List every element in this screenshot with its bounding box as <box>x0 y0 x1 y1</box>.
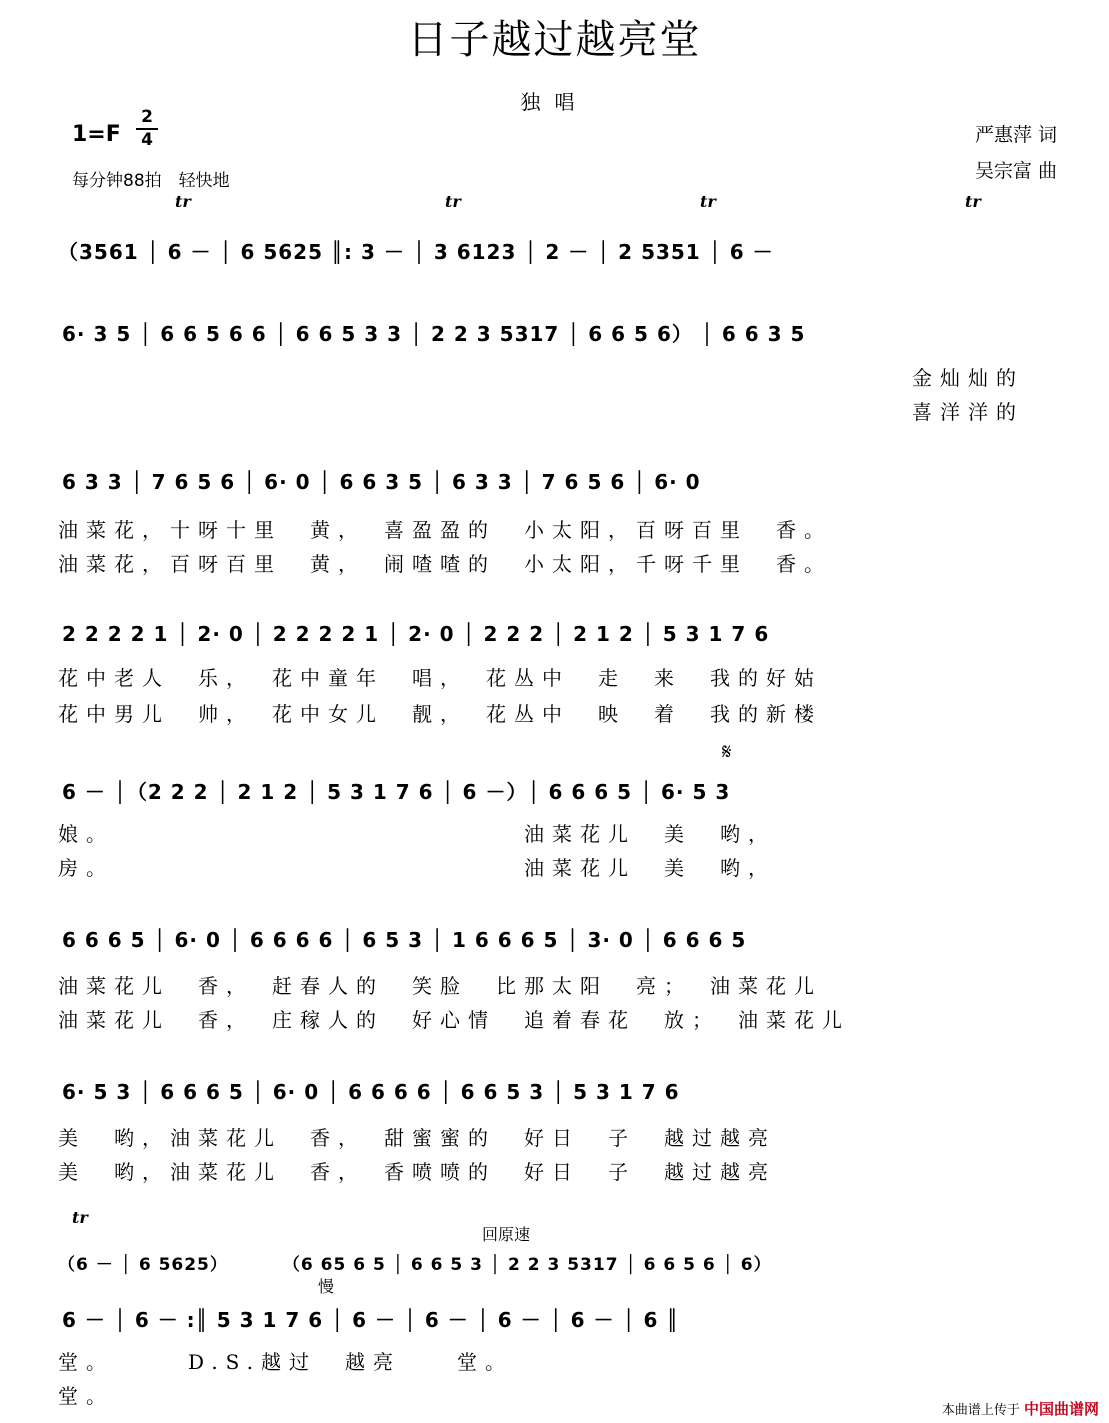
lyric-line-5-verse-1: 娘。 油菜花儿 美 哟， <box>58 822 776 846</box>
lyricist-credit: 严惠萍 词 <box>974 124 1057 146</box>
notation-line-5: 6 － │（2 2 2 │ 2 1 2 │ 5 3 1 7 6 │ 6 －）│ 6 6 6 5 │ 6· 5 3 <box>62 780 731 804</box>
notation-line-8: 6 － │ 6 － :║ 5 3 1 7 6 │ 6 － │ 6 － │ 6 － │ 6 － │ 6 ║ <box>62 1308 680 1332</box>
lyric-line-7-verse-1: 美 哟，油菜花儿 香， 甜蜜蜜的 好日 子 越过越亮 <box>58 1126 776 1150</box>
footer-brand[interactable]: 中国曲谱网 <box>1023 1400 1099 1418</box>
slow-marking: 慢 <box>318 1277 335 1296</box>
lyric-line-4-verse-1: 花中老人 乐， 花中童年 唱， 花丛中 走 来 我的好姑 <box>58 666 822 690</box>
lyric-line-3-verse-2: 油菜花，百呀百里 黄， 闹喳喳的 小太阳，千呀千里 香。 <box>58 552 832 576</box>
lyric-line-2-verse-2: 喜洋洋的 <box>912 400 1024 424</box>
trill-mark: tr <box>700 192 716 211</box>
lyric-line-5-verse-2: 房。 油菜花儿 美 哟， <box>58 856 776 880</box>
return-tempo-marking: 回原速 <box>482 1225 531 1244</box>
trill-mark: tr <box>445 192 461 211</box>
page-title: 日子越过越亮堂 <box>407 17 702 63</box>
lyric-line-7-verse-2: 美 哟，油菜花儿 香， 香喷喷的 好日 子 越过越亮 <box>58 1160 776 1184</box>
notation-line-2: 6· 3 5 │ 6 6 5 6 6 │ 6 6 5 3 3 │ 2 2 3 5317 │ 6 6 5 6） │ 6 6 3 5 <box>62 322 806 346</box>
notation-line-8-upper: （6 － │ 6 5625） （6 65 6 5 │ 6 6 5 3 │ 2 2 3 5317 │ 6 6 5 6 │ 6） <box>58 1255 772 1275</box>
notation-line-6: 6 6 6 5 │ 6· 0 │ 6 6 6 6 │ 6 5 3 │ 1 6 6 6 5 │ 3· 0 │ 6 6 6 5 <box>62 928 747 952</box>
lyric-line-8-verse-1: 堂。 D.S.越过 越亮 堂。 <box>58 1350 514 1374</box>
key-signature: 1=F <box>72 122 121 147</box>
trill-mark: tr <box>965 192 981 211</box>
trill-mark: tr <box>72 1208 88 1227</box>
time-sig-top: 2 <box>141 107 153 127</box>
lyric-line-2-verse-1: 金灿灿的 <box>912 366 1024 390</box>
trill-mark: tr <box>175 192 191 211</box>
lyric-line-6-verse-1: 油菜花儿 香， 赶春人的 笑脸 比那太阳 亮； 油菜花儿 <box>58 974 822 998</box>
composer-credit: 吴宗富 曲 <box>974 160 1057 182</box>
subtitle: 独唱 <box>520 90 589 114</box>
notation-line-7: 6· 5 3 │ 6 6 6 5 │ 6· 0 │ 6 6 6 6 │ 6 6 5 3 │ 5 3 1 7 6 <box>62 1080 680 1104</box>
time-signature <box>136 108 158 150</box>
footer-credit <box>942 1398 1099 1419</box>
footer-prefix: 本曲谱上传于 <box>941 1403 1020 1418</box>
notation-line-3: 6 3 3 │ 7 6 5 6 │ 6· 0 │ 6 6 3 5 │ 6 3 3 │ 7 6 5 6 │ 6· 0 <box>62 470 701 494</box>
tempo-marking: 每分钟88拍 轻快地 <box>72 171 230 191</box>
notation-line-1: （3561 │ 6 － │ 6 5625 ║: 3 － │ 3 6123 │ 2 － │ 2 5351 │ 6 － <box>58 240 774 264</box>
lyric-line-6-verse-2: 油菜花儿 香， 庄稼人的 好心情 追着春花 放； 油菜花儿 <box>58 1008 850 1032</box>
lyric-line-8-verse-2: 堂。 <box>58 1384 114 1408</box>
lyric-line-3-verse-1: 油菜花，十呀十里 黄， 喜盈盈的 小太阳，百呀百里 香。 <box>58 518 832 542</box>
segno-sign: 𝄋 <box>722 740 732 765</box>
lyric-line-4-verse-2: 花中男儿 帅， 花中女儿 靓， 花丛中 映 着 我的新楼 <box>58 702 822 726</box>
time-sig-bottom: 4 <box>141 130 153 150</box>
notation-line-4: 2 2 2 2 1 │ 2· 0 │ 2 2 2 2 1 │ 2· 0 │ 2 2 2 │ 2 1 2 │ 5 3 1 7 6 <box>62 622 770 646</box>
